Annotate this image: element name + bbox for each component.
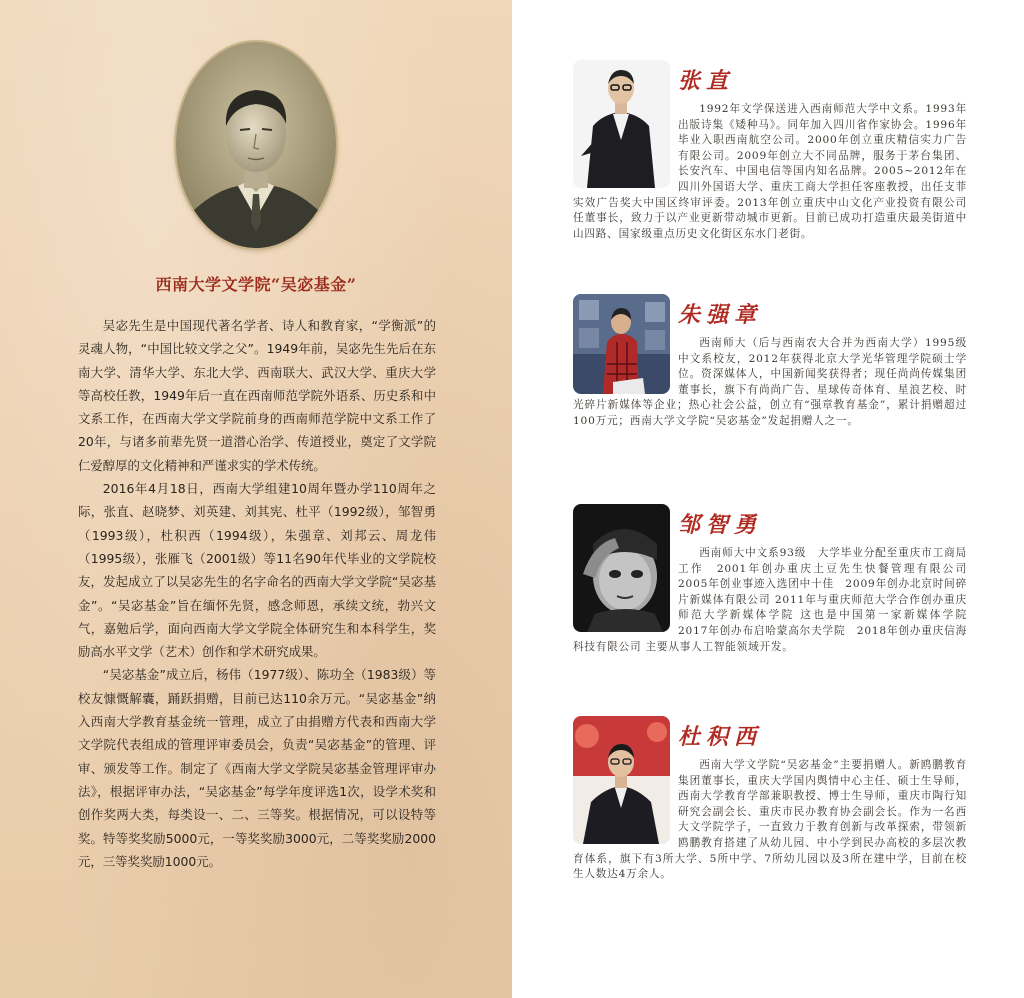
fund-title: 西南大学文学院“吴宓基金” [155,275,357,294]
photo-zhu-qiangzhang [573,294,670,394]
profile-zou-zhiyong [573,504,979,655]
name-zhang-zhi: 张直 [678,68,735,94]
profile-du-jixi [573,716,967,883]
wu-mi-portrait [176,42,336,248]
management-paragraph: “吴宓基金”成立后，杨伟（1977级）、陈功全（1983级）等校友慷慨解囊，踊跃捐赠，目前已达110余万元。“吴宓基金”纳入西南大学教育基金统一管理，成立了由捐赠方代表和西南大学文学院代表组成的管理评审委员会，负责“吴宓基金”的管理、评审、颁发等工作。制定了《西南大学文学院吴宓基金管理评审办法》，根据评审办法，“吴宓基金”每学年度评选1次，设学术奖和创作奖两大类，每类设一、二、三等奖。根据情况，可以设特等奖。特等奖奖励5000元，一等奖奖励3000元，二等奖奖励2000元，三等奖奖励1000元。 [78,667,436,869]
photo-zou-zhiyong [573,504,670,632]
name-zhu-qiangzhang: 朱强章 [678,302,763,328]
founding-paragraph: 2016年4月18日，西南大学组建10周年暨办学110周年之际，张直、赵晓梦、刘英建、刘其宪、杜平（1992级），邹智勇（1993级），杜积西（1994级），朱强章、刘邦云、周龙伟（1995级），张雁飞（2001级）等11名90年代毕业的文学院校友，发起成立了以吴宓先生的名字命名的西南大学文学院“吴宓基金”。“吴宓基金”旨在缅怀先贤，感念师恩，承续文统，勃兴文气，嘉勉后学，面向西南大学文学院全体研究生和本科学生，奖励高水平文学（艺术）创作和学术研究成果。 [78,481,436,660]
name-du-jixi: 杜积西 [678,724,763,750]
profile-zhu-qiangzhang [573,294,967,430]
name-zou-zhiyong: 邹智勇 [678,512,763,538]
photo-zhang-zhi [573,60,670,188]
bio-zhang-zhi: 1992年文学保送进入西南师范大学中文系。1993年出版诗集《矮种马》。同年加入四川省作家协会。1996年毕业入职西南航空公司。2000年创立重庆精信实力广告有限公司。2009年创立大不同品牌，服务于茅台集团、长安汽车、中国电信等国内知名品牌。2005~2012年在四川外国语大学、重庆工商大学担任客座教授，出任支菲实效广告奖大中国区终审评委。2013年创立重庆中山文化产业投资有限公司任董事长，致力于以产业更新带动城市更新。目前已成功打造重庆最美街道中山四路、国家级重点历史文化街区东水门老街。 [573,103,967,240]
profile-zhang-zhi [573,60,967,242]
portrait-photo [176,42,336,248]
intro-paragraph: 吴宓先生是中国现代著名学者、诗人和教育家，“学衡派”的灵魂人物，“中国比较文学之父”。1949年前，吴宓先生先后在东南大学、清华大学、东北大学、西南联大、武汉大学、重庆大学等高校任教，1949年后一直在西南师范学院外语系、历史系和中文系工作，在西南大学文学院前身的西南师范学院中文系工作了20年，与诸多前辈先贤一道潜心治学、传道授业，奠定了文学院仁爱醇厚的文化精神和严谨求实的学术传统。 [78,318,436,473]
bio-du-jixi: 西南大学文学院“吴宓基金”主要捐赠人。新鸥鹏教育集团董事长，重庆大学国内舆情中心主任、硕士生导师，西南大学教育学部兼职教授、博士生导师，重庆市陶行知研究会副会长、重庆市民办教育协会副会长。作为一名西大文学院学子，一直致力于教育创新与改革探索，带领新鸥鹏教育搭建了从幼儿园、中小学到民办高校的多层次教育体系，旗下有3所大学、5所中学、7所幼儿园以及3所在建中学，目前在校生人数达4万余人。 [573,759,967,881]
bio-zhu-qiangzhang: 西南师大（后与西南农大合并为西南大学）1995级中文系校友，2012年获得北京大学光华管理学院硕士学位。资深媒体人，中国新闻奖获得者；现任尚尚传媒集团董事长，旗下有尚尚广告、星球传奇体育、星浪艺校、时光碎片新媒体等企业；热心社会公益，创立有“强章教育基金”，累计捐赠超过100万元；西南大学文学院“吴宓基金”发起捐赠人之一。 [573,337,967,427]
bio-zou-zhiyong: 西南师大中文系93级 大学毕业分配至重庆市工商局工作 2001年创办重庆土豆先生快餐管理有限公司 2005年创业事迹入选团中十佳 2009年创办北京时间碎片新媒体有限公司 2011年与重庆师范大学合作创办重庆师范大学新媒体学院 这也是中国第一家新媒体学院 2017年创办布启哈蒙高尔夫学院 2018年创办重庆信海科技有限公司 主要从事人工智能领域开发。 [573,547,979,653]
fund-description [78,314,436,873]
photo-du-jixi [573,716,670,844]
